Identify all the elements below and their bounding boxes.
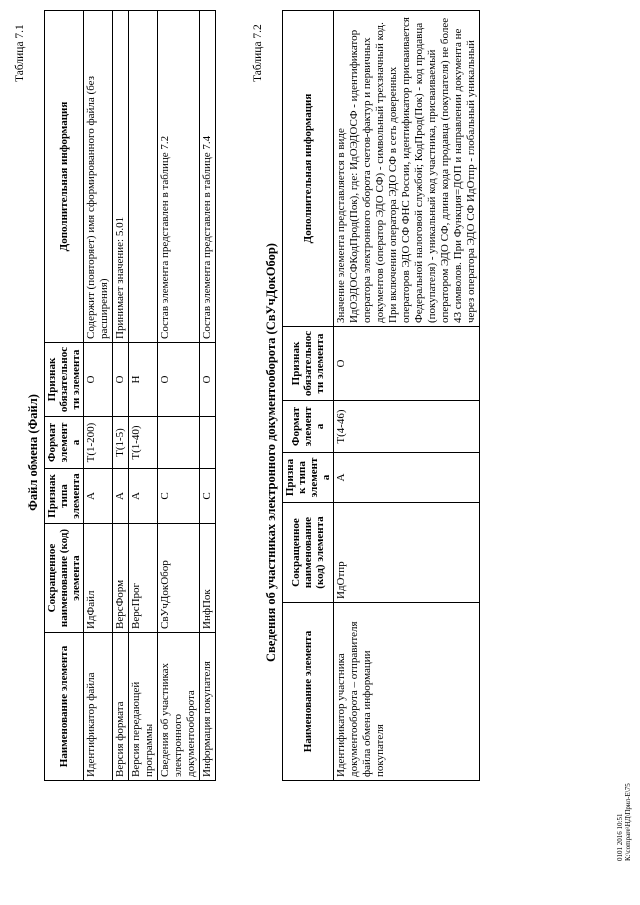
table-cell: Идентификатор файла (84, 633, 113, 781)
table-cell (158, 417, 200, 469)
table-cell: О (113, 343, 129, 417)
table-row (84, 11, 113, 781)
table-cell: Т(4-46) (334, 401, 480, 453)
table-cell: Состав элемента представлен в таблице 7.2 (158, 11, 200, 343)
table-cell: Версия формата (113, 633, 129, 781)
table-row (158, 11, 200, 781)
table-participants (282, 10, 480, 781)
table-cell: Идентификатор участника документооборота – отправителя файла обмена информации покупателя (334, 603, 480, 781)
column-header: Наименование элемента (45, 633, 84, 781)
table-cell: ВерсФорм (113, 524, 129, 633)
column-header: Формат элемента (283, 401, 334, 453)
footer-stamp (616, 783, 632, 861)
table-cell: Сведения об участниках электронного документооборота (158, 633, 200, 781)
table-cell (200, 417, 216, 469)
table-cell: Т(1-200) (84, 417, 113, 469)
table-cell: Информация покупателя (200, 633, 216, 781)
table-cell: С (200, 469, 216, 524)
table-cell: ИнфПок (200, 524, 216, 633)
table-cell: Н (129, 343, 158, 417)
table-row (200, 11, 216, 781)
table-cell: А (334, 453, 480, 503)
table-cell: А (113, 469, 129, 524)
column-header: Дополнительная информация (45, 11, 84, 343)
table-cell: Значение элемента представляется в виде ИдОЭДОСФКодПрод(Пок), где: ИдОЭДОСФ - идентификатор оператора электронного оборота счетов-фактур и первичных документов (оператор ЭДО СФ) - символьный трехзначный код. При включении оператора ЭДО СФ в сеть доверенных операторов ЭДО СФ ФНС России, идентификатор присваивается Федеральной налоговой службой; КодПрод(Пок) - код продавца (покупателя) - уникальный код участника, присваиваемый оператором ЭДО СФ, длина кода продавца (покупателя) не более 43 символов. При Функция=ДОП и направлении документа не через оператора ЭДО СФ ИдОтпр - глобальный уникальный (334, 11, 480, 327)
table-cell: Принимает значение: 5.01 (113, 11, 129, 343)
column-header: Сокращенное наименование (код) элемента (283, 503, 334, 603)
footer-line: К:\compare\НД\Прил-Е\75 (624, 783, 632, 861)
table-cell: О (334, 327, 480, 401)
table-cell: Содержит (повторяет) имя сформированного файла (без расширения) (84, 11, 113, 343)
column-header: Сокращенное наименование (код) элемента (45, 524, 84, 633)
table-cell: А (84, 469, 113, 524)
table-cell: А (129, 469, 158, 524)
table-cell: ИдОтпр (334, 503, 480, 603)
column-header: Признак типа элемента (45, 469, 84, 524)
column-header: Признак обязательности элемента (283, 327, 334, 401)
table-cell: Состав элемента представлен в таблице 7.4 (200, 11, 216, 343)
table-caption: Таблица 7.2 (252, 24, 264, 82)
table-header-row (45, 11, 84, 781)
table-cell: СвУчДокОбор (158, 524, 200, 633)
table-cell: ВерсПрог (129, 524, 158, 633)
table-cell: ИдФайл (84, 524, 113, 633)
column-header: Дополнительная информация (283, 11, 334, 327)
footer-line: 0101 2016 10:51 (616, 813, 624, 861)
table-cell: О (84, 343, 113, 417)
table-row (113, 11, 129, 781)
table-title: Сведения об участниках электронного документооборота (СвУчДокОбор) (264, 243, 278, 662)
table-cell: О (158, 343, 200, 417)
column-header: Признак типа элемента (283, 453, 334, 503)
table-cell: Версия передающей программы (129, 633, 158, 781)
table-cell: С (158, 469, 200, 524)
table-cell: Т(1-5) (113, 417, 129, 469)
column-header: Формат элемента (45, 417, 84, 469)
table-cell: Т(1-40) (129, 417, 158, 469)
table-title: Файл обмена (Файл) (26, 394, 40, 511)
table-row (334, 11, 480, 781)
table-row (129, 11, 158, 781)
table-caption: Таблица 7.1 (14, 24, 26, 82)
table-cell: О (200, 343, 216, 417)
column-header: Признак обязательности элемента (45, 343, 84, 417)
table-cell (129, 11, 158, 343)
column-header: Наименование элемента (283, 603, 334, 781)
table-file (44, 10, 216, 781)
table-header-row (283, 11, 334, 781)
